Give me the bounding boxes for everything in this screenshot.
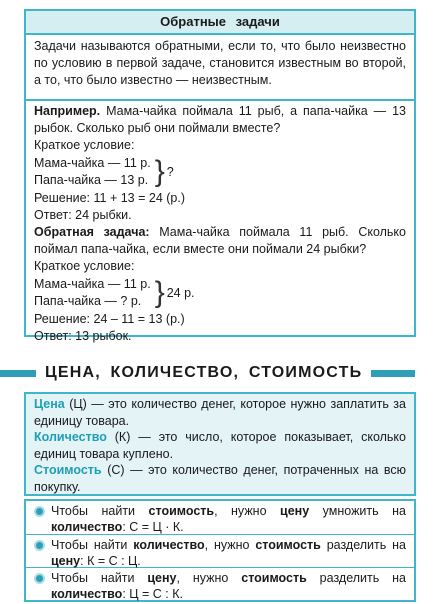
rule-text: разделить на: [306, 571, 406, 585]
reverse-brace-value: 24 р.: [166, 285, 195, 300]
example-answer: Ответ: 24 рыбки.: [34, 207, 132, 222]
definition-text: Задачи называются обратными, если то, что было неизвестно по условию в первой задаче, становится известным во второй, а то, что было известно — неизвестным.: [26, 35, 414, 101]
bullet-icon: [34, 573, 45, 584]
example-text: Мама-чайка поймала 11 рыб, а папа-чайка — 13 рыбок. Сколько рыб они поймали вместе?: [34, 104, 406, 136]
rule-item: [26, 534, 414, 567]
rule-bold: стоимость: [255, 538, 321, 552]
reverse-lead: Обратная задача:: [34, 225, 150, 240]
rules-box: [24, 499, 416, 602]
reverse-solution: Решение: 24 – 11 = 13 (р.): [34, 311, 185, 326]
rule-text: , нужно: [176, 571, 242, 585]
heading-bar-right: [371, 370, 415, 377]
rule-text: умножить на: [309, 504, 406, 518]
term-text: (К) — это число, которое показывает, сколько единиц товара куплено.: [34, 430, 406, 461]
term-name: Цена: [34, 397, 65, 411]
section-heading-text: ЦЕНА, КОЛИЧЕСТВО, СТОИМОСТЬ: [45, 364, 363, 381]
rule-text: Чтобы найти: [51, 538, 134, 552]
box-title: Обратные задачи: [26, 11, 414, 35]
reverse-statement: [34, 224, 406, 258]
rule-text: Чтобы найти: [51, 504, 149, 518]
bullet-icon: [34, 506, 45, 517]
term-cost: [34, 462, 406, 495]
rule-bold: цену: [147, 571, 177, 585]
term-text: (С) — это количество денег, потраченных на всю покупку.: [34, 463, 406, 494]
rule-formula: : С = Ц · К.: [122, 520, 184, 535]
rule-text: , нужно: [214, 504, 281, 518]
reverse-answer: Ответ: 13 рыбок.: [34, 328, 132, 343]
example-brace-value: ?: [166, 164, 174, 179]
term-name: Количество: [34, 430, 107, 445]
example-solution: Решение: 11 + 13 = 24 (р.): [34, 190, 186, 205]
example-brace-group: [34, 155, 406, 190]
rule-item: [26, 501, 414, 534]
example-lead: Например.: [34, 104, 101, 118]
rule-bold: количество: [51, 587, 123, 602]
example-line2: Папа-чайка — 13 р.: [34, 173, 149, 188]
reverse-short-label: Краткое условие:: [34, 259, 135, 274]
rule-bold: количество: [133, 538, 205, 552]
rule-bold: стоимость: [148, 504, 215, 518]
heading-bar-left: [0, 370, 36, 377]
rule-text: , нужно: [204, 538, 256, 552]
term-text: (Ц) — это количество денег, которое нужно заплатить за единицу товара.: [34, 397, 406, 428]
rule-bold: цену: [51, 554, 81, 569]
rule-item: [26, 567, 414, 600]
reverse-line2: Папа-чайка — ? р.: [34, 294, 142, 309]
rule-text: разделить на: [320, 538, 406, 552]
rule-text: Чтобы найти: [51, 571, 148, 585]
rule-bold: стоимость: [241, 571, 307, 585]
section-heading: [0, 360, 443, 386]
rule-formula: : К = С : Ц.: [80, 554, 141, 569]
inverse-problems-box: [24, 9, 416, 343]
term-quantity: [34, 429, 406, 462]
example-line1: Мама-чайка — 11 р.: [34, 155, 151, 170]
example-block: [26, 101, 414, 347]
example-short-label: Краткое условие:: [34, 138, 135, 153]
term-name: Стоимость: [34, 463, 102, 478]
bullet-icon: [34, 540, 45, 551]
example-statement: [34, 103, 406, 137]
rule-formula: : Ц = С : К.: [122, 587, 183, 602]
brace-icon: }: [154, 155, 165, 189]
reverse-brace-group: [34, 276, 406, 311]
reverse-line1: Мама-чайка — 11 р.: [34, 276, 151, 291]
term-price: [34, 396, 406, 429]
definitions-box: [24, 392, 416, 496]
brace-icon: }: [154, 276, 165, 310]
rule-bold: цену: [280, 504, 310, 518]
reverse-text: Мама-чайка поймала 11 рыб. Сколько поймал папа-чайка, если вместе они поймали 24 рыбки?: [34, 225, 406, 257]
rule-bold: количество: [51, 520, 123, 535]
